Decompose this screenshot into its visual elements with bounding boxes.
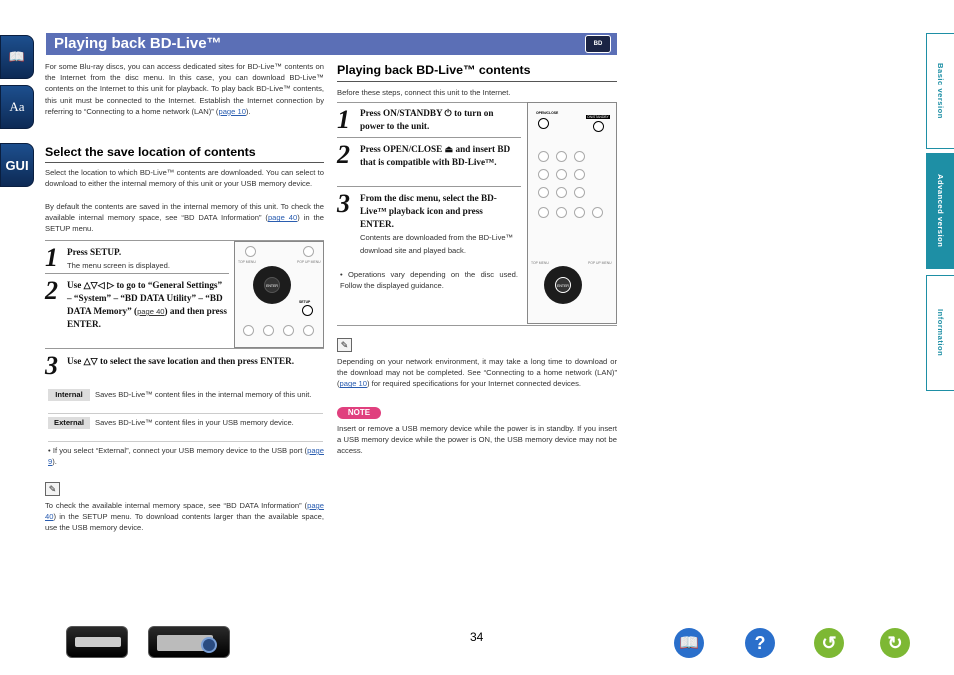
player-rear-button[interactable]	[148, 626, 230, 658]
option-label-internal: Internal	[48, 389, 90, 401]
step-number: 2	[45, 276, 58, 305]
step-number: 3	[337, 189, 350, 218]
back-icon[interactable]: ↺	[814, 628, 844, 658]
glossary-icon[interactable]	[0, 85, 34, 129]
setup-button	[302, 305, 313, 316]
option-desc-internal: Saves BD-Live™ content files in the internal memory of this unit.	[95, 390, 312, 399]
contents-heading: Playing back BD-Live™ contents	[337, 63, 531, 77]
number-button	[574, 151, 585, 162]
onstandby-label: ON/STANDBY	[587, 115, 609, 119]
remote-button	[303, 246, 314, 257]
number-button	[574, 169, 585, 180]
save-bullet-link[interactable]: page 9	[48, 446, 324, 467]
contents-note2: Insert or remove a USB memory device while the power is in standby. If you insert a USB memory device while the power is ON, the USB memory device may not be access.	[337, 424, 617, 456]
option-desc-external: Saves BD-Live™ content files in your USB memory device.	[95, 418, 294, 427]
book-icon-glyph: 📖	[8, 49, 26, 64]
contents-lead: Before these steps, connect this unit to the Internet.	[337, 88, 511, 97]
save-bullet-text: • If you select “External”, connect your USB memory device to the USB port (	[48, 446, 308, 455]
contents-step-3-sub: Contents are downloaded from the BD-Live™ download site and played back.	[360, 233, 514, 255]
save-note-text: To check the available internal memory space, see “BD DATA Information” (	[45, 501, 308, 510]
save-step-2-link[interactable]: page 40	[137, 307, 165, 316]
intro-page-link[interactable]: page 10	[218, 106, 246, 116]
tab-advanced-version[interactable]: Advanced version	[926, 153, 954, 269]
save-step-1-text: Press SETUP.	[67, 247, 122, 257]
save-step-2-end: ) and then press ENTER.	[67, 306, 227, 329]
contents-step-1: Press ON/STANDBY ⏻ to turn on power to the unit.	[360, 108, 494, 131]
save-note-link[interactable]: page 40	[45, 501, 324, 522]
step-divider	[45, 273, 229, 274]
remote-label: POP UP MENU	[588, 261, 612, 265]
remote-illustration	[234, 241, 324, 348]
gui-icon[interactable]	[0, 143, 34, 187]
page-number: 34	[470, 630, 484, 644]
remote-button	[538, 207, 549, 218]
book-icon[interactable]	[0, 35, 34, 79]
save-step-2	[67, 279, 227, 331]
pencil-icon: ✎	[45, 482, 60, 496]
remote-dpad	[544, 266, 582, 304]
option-divider	[48, 441, 323, 442]
remote-button	[263, 325, 274, 336]
save-note	[45, 500, 324, 534]
step-divider	[337, 137, 521, 138]
contents-heading-rule	[337, 81, 617, 82]
remote-button	[303, 325, 314, 336]
note-badge: NOTE	[337, 407, 381, 419]
contents-bullet: • Operations vary depending on the disc used. Follow the displayed guidance.	[340, 270, 518, 291]
intro-end: ).	[245, 106, 251, 116]
tab-information[interactable]: Information	[926, 275, 954, 391]
onstandby-button	[593, 121, 604, 132]
contents-step-3-text: From the disc menu, select the BD-Live™ playback icon and press ENTER.	[360, 193, 497, 229]
contents-book-icon[interactable]: 📖	[674, 628, 704, 658]
remote-illustration	[527, 102, 617, 324]
save-p2-link[interactable]: page 40	[267, 213, 298, 223]
remote-button	[243, 325, 254, 336]
remote-button	[592, 207, 603, 218]
save-step-1-sub: The menu screen is displayed.	[67, 261, 170, 270]
remote-button	[574, 207, 585, 218]
openclose-button	[538, 118, 549, 129]
save-p1: Select the location to which BD-Live™ contents are downloaded. You can select to download to either the internal memory of this unit or your USB memory device.	[45, 168, 324, 189]
setup-label: SETUP	[299, 300, 311, 304]
tab-basic-version[interactable]: Basic version	[926, 33, 954, 149]
step-number: 2	[337, 140, 350, 169]
save-p2-text: By default the contents are saved in the internal memory of this unit. To check the available internal memory space, see “BD DATA Information” (	[45, 202, 324, 223]
player-front-button[interactable]	[66, 626, 128, 658]
page-title	[46, 33, 617, 55]
step-number: 3	[45, 351, 58, 380]
number-button	[538, 151, 549, 162]
option-label-external: External	[48, 417, 90, 429]
pencil-icon: ✎	[337, 338, 352, 352]
remote-button	[556, 207, 567, 218]
save-p2	[45, 201, 324, 235]
contents-note-end: ) for required specifications for your Internet connected devices.	[366, 379, 581, 389]
save-step-2-text: Use △▽◁ ▷ to go to “General Settings” – “System” – “BD DATA Utility” – “BD DATA Memory” (	[67, 280, 223, 316]
number-button	[556, 187, 567, 198]
contents-note-text: Depending on your network environment, it may take a long time to download or the download may not be completed. See “Connecting to a home network (LAN)” (	[337, 357, 617, 389]
remote-label: TOP MENU	[238, 260, 256, 264]
step-number: 1	[337, 105, 350, 134]
help-icon[interactable]: ?	[745, 628, 775, 658]
page-title-text: Playing back BD-Live™	[54, 35, 222, 52]
forward-icon[interactable]: ↻	[880, 628, 910, 658]
step-number: 1	[45, 243, 58, 272]
remote-label: POP UP MENU	[297, 260, 321, 264]
contents-note	[337, 356, 617, 390]
contents-step-2: Press OPEN/CLOSE ⏏ and insert BD that is compatible with BD-Live™.	[360, 144, 511, 167]
remote-label: TOP MENU	[531, 261, 549, 265]
number-button	[556, 151, 567, 162]
number-button	[556, 169, 567, 180]
intro-text: For some Blu-ray discs, you can access dedicated sites for BD-Live™ contents on the Internet from the disc menu. In this case, you can download BD-Live™ contents on the Internet to this unit for playback. To play back BD-Live™ contents, this unit must be connected to the Internet. Establish the Internet connection by referring to “Connecting to a home network (LAN)” (	[45, 62, 324, 116]
openclose-label: OPEN/CLOSE	[536, 111, 559, 115]
enter-button: ENTER	[555, 277, 571, 293]
remote-button	[245, 246, 256, 257]
save-bullet-end: ).	[52, 457, 57, 467]
remote-button	[283, 325, 294, 336]
save-heading: Select the save location of contents	[45, 145, 256, 159]
save-p2-end: ) in the SETUP menu.	[45, 213, 324, 234]
step-divider	[337, 186, 521, 187]
gui-icon-glyph: GUI	[5, 157, 29, 173]
glossary-icon-glyph: Aa	[9, 99, 25, 114]
magnifier-icon	[201, 637, 217, 653]
steps-bottom-rule	[337, 325, 617, 326]
number-button	[574, 187, 585, 198]
contents-step-3	[360, 192, 518, 257]
save-heading-rule	[45, 162, 324, 163]
save-step-3: Use △▽ to select the save location and then press ENTER.	[67, 356, 295, 366]
contents-note-link[interactable]: page 10	[339, 379, 367, 389]
step-divider	[45, 348, 324, 349]
bd-badge-label: BD	[593, 41, 603, 47]
remote-dpad	[253, 266, 291, 304]
save-bullet	[48, 445, 324, 467]
number-button	[538, 169, 549, 180]
player-icon	[75, 637, 121, 647]
bd-disc-icon	[585, 35, 611, 53]
enter-button: ENTER	[264, 277, 280, 293]
save-note-end: ) in the SETUP menu. To download contents larger than the available space, use the USB memory device.	[45, 512, 324, 533]
number-button	[538, 187, 549, 198]
save-step-1	[67, 246, 229, 272]
intro-paragraph	[45, 61, 324, 117]
option-divider	[48, 413, 323, 414]
